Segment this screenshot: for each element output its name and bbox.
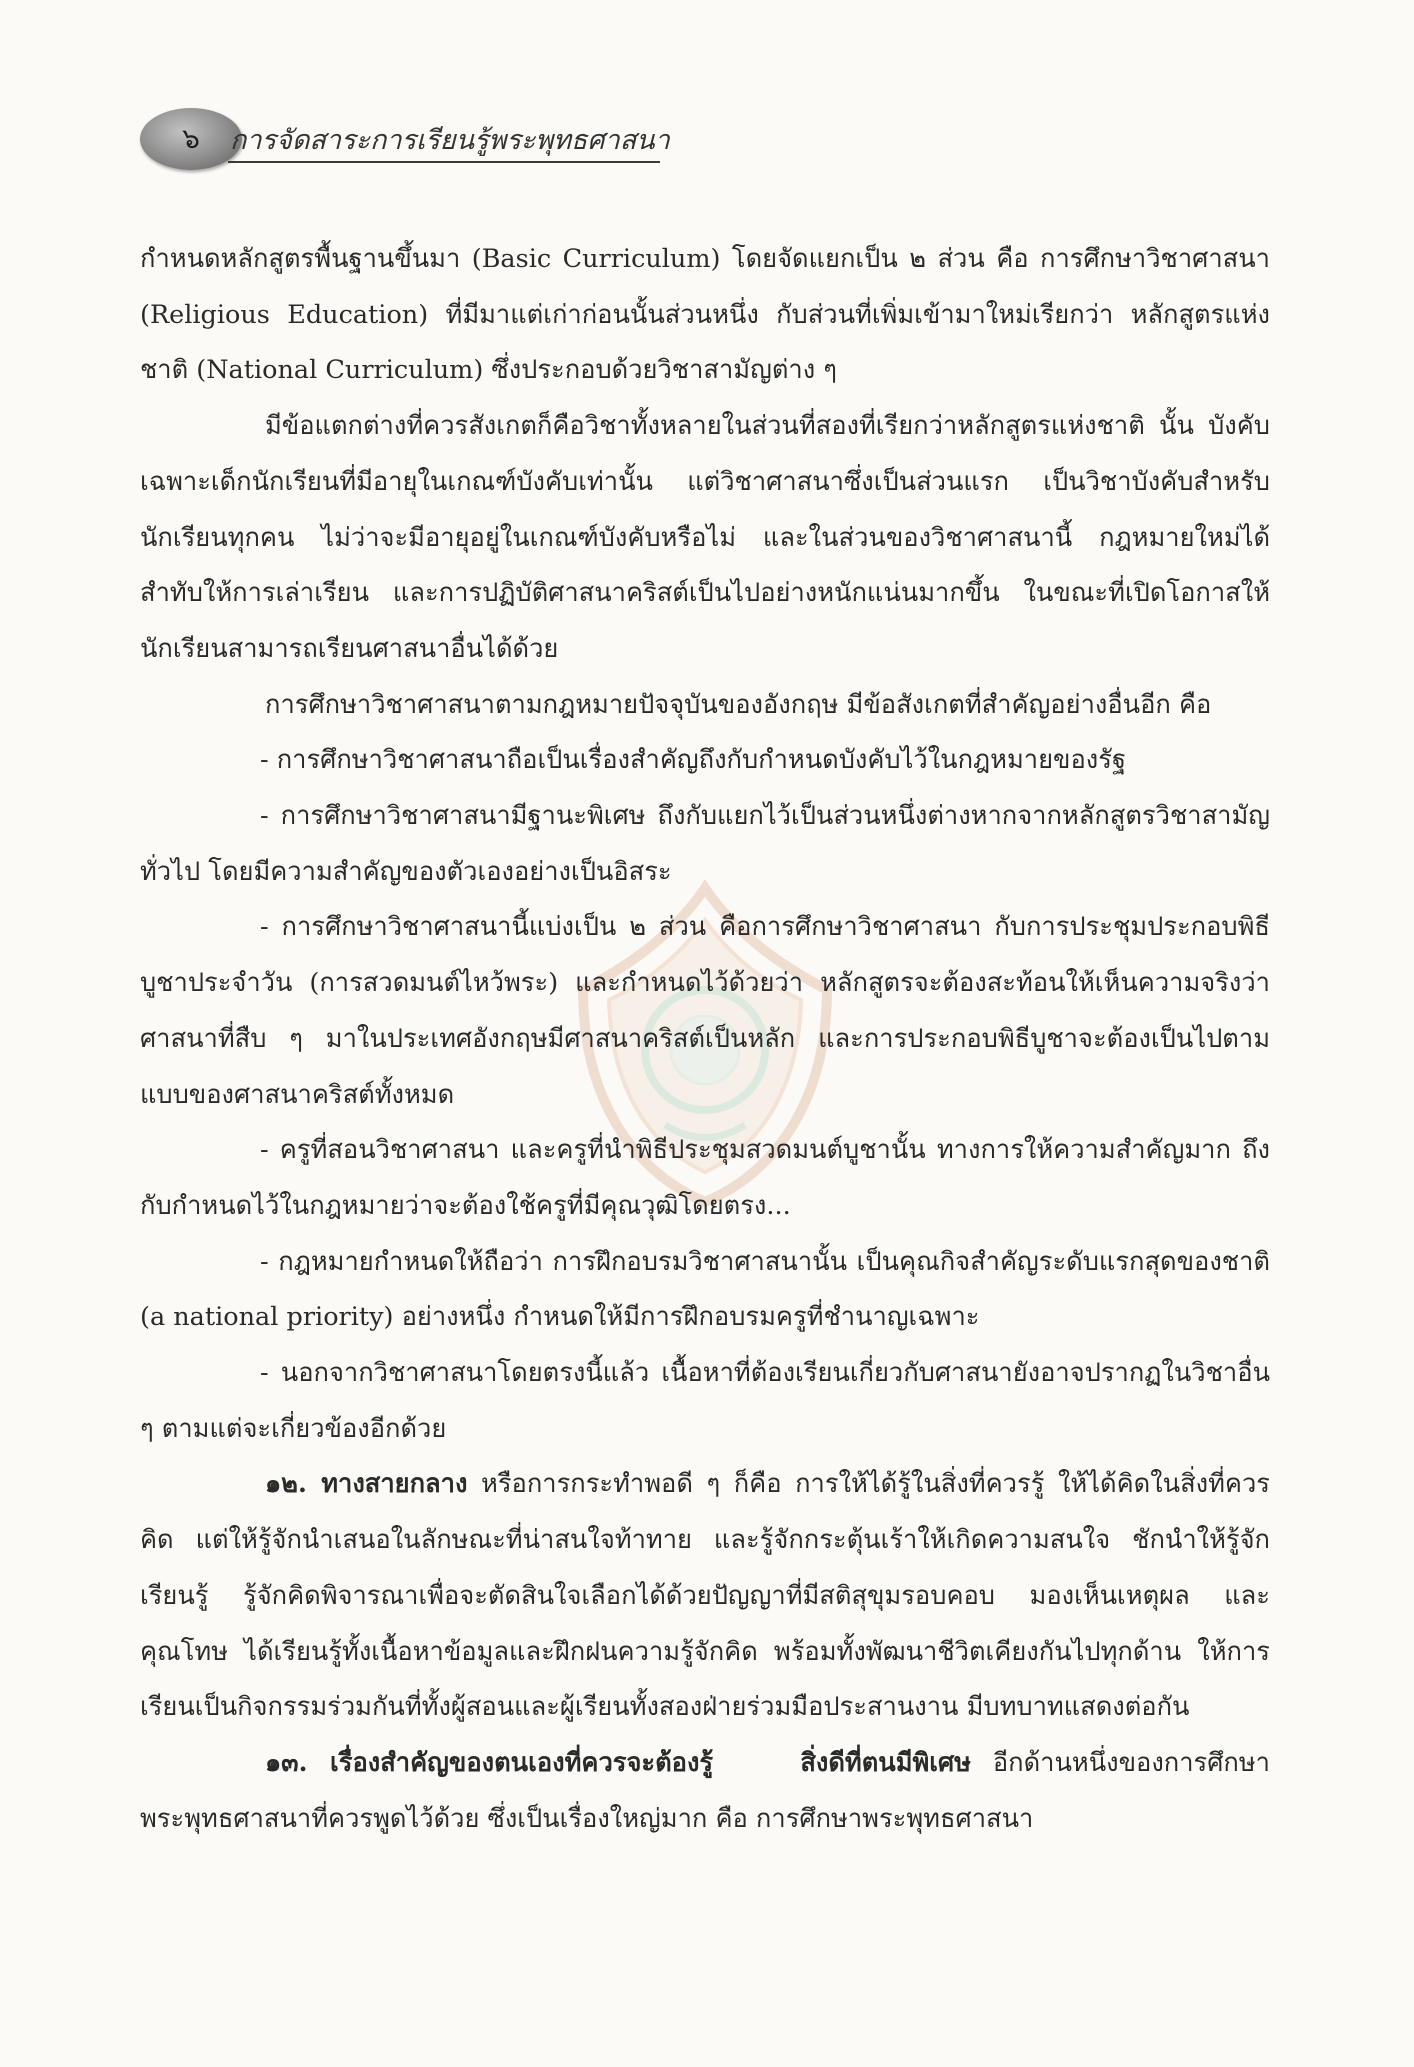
page-number: ๖ (182, 122, 200, 155)
section-12-text: หรือการกระทำพอดี ๆ ก็คือ การให้ได้รู้ในสิ่งที่ควรรู้ ให้ได้คิดในสิ่งที่ควรคิด แต่ให้รู้จักนำเสนอในลักษณะที่น่าสนใจท้าทาย และรู้จักกระตุ้นเร้าให้เกิดความสนใจ ชักนำให้รู้จักเรียนรู้ รู้จักคิดพิจารณาเพื่อจะตัดสินใจเลือกได้ด้วยปัญญาที่มีสติสุขุมรอบคอบ มองเห็นเหตุผล และคุณโทษ ได้เรียนรู้ทั้งเนื้อหาข้อมูลและฝึกฝนความรู้จักคิด พร้อมทั้งพัฒนาชีวิตเคียงกันไปทุกด้าน ให้การเรียนเป็นกิจกรรมร่วมกันที่ทั้งผู้สอนและผู้เรียนทั้งสองฝ่ายร่วมมือประสานงาน มีบทบาทแสดงต่อกัน (140, 1469, 1270, 1723)
section-13 (140, 1736, 1270, 1847)
bullet-item: - ครูที่สอนวิชาศาสนา และครูที่นำพิธีประชุมสวดมนต์บูชานั้น ทางการให้ความสำคัญมาก ถึงกับกำหนดไว้ในกฎหมายว่าจะต้องใช้ครูที่มีคุณวุฒิโดยตรง... (140, 1135, 1270, 1221)
paragraph: มีข้อแตกต่างที่ควรสังเกตก็คือวิชาทั้งหลายในส่วนที่สองที่เรียกว่าหลักสูตรแห่งชาติ นั้น บังคับเฉพาะเด็กนักเรียนที่มีอายุในเกณฑ์บังคับเท่านั้น แต่วิชาศาสนาซึ่งเป็นส่วนแรก เป็นวิชาบังคับสำหรับนักเรียนทุกคน ไม่ว่าจะมีอายุอยู่ในเกณฑ์บังคับหรือไม่ และในส่วนของวิชาศาสนานี้ กฎหมายใหม่ได้สำทับให้การเล่าเรียน และการปฏิบัติศาสนาคริสต์เป็นไปอย่างหนักแน่นมากขึ้น ในขณะที่เปิดโอกาสให้นักเรียนสามารถเรียนศาสนาอื่นได้ด้วย (140, 411, 1270, 664)
bullet-item: - การศึกษาวิชาศาสนามีฐานะพิเศษ ถึงกับแยกไว้เป็นส่วนหนึ่งต่างหากจากหลักสูตรวิชาสามัญทั่วไป โดยมีความสำคัญของตัวเองอย่างเป็นอิสระ (140, 801, 1270, 887)
running-title: การจัดสาระการเรียนรู้พระพุทธศาสนา (230, 125, 670, 156)
section-13-subheading: สิ่งดีที่ตนมีพิเศษ (800, 1747, 972, 1778)
section-12 (140, 1457, 1270, 1736)
paragraph: กำหนดหลักสูตรพื้นฐานขึ้นมา (Basic Curriculum) โดยจัดแยกเป็น ๒ ส่วน คือ การศึกษาวิชาศาสนา (Religious Education) ที่มีมาแต่เก่าก่อนนั้นส่วนหนึ่ง กับส่วนที่เพิ่มเข้ามาใหม่เรียกว่า หลักสูตรแห่งชาติ (National Curriculum) ซึ่งประกอบด้วยวิชาสามัญต่าง ๆ (140, 244, 1270, 386)
bullet-item: - กฎหมายกำหนดให้ถือว่า การฝึกอบรมวิชาศาสนานั้น เป็นคุณกิจสำคัญระดับแรกสุดของชาติ (a national priority) อย่างหนึ่ง กำหนดให้มีการฝึกอบรมครูที่ชำนาญเฉพาะ (140, 1246, 1270, 1333)
section-12-heading: ๑๒. ทางสายกลาง (265, 1469, 468, 1500)
section-13-text: อีกด้านหนึ่งของการศึกษาพระพุทธศาสนาที่ควรพูดไว้ด้วย ซึ่งเป็นเรื่องใหญ่มาก คือ การศึกษาพระพุทธศาสนา (140, 1747, 1270, 1834)
page-number-badge (140, 108, 242, 170)
bullet-item: - การศึกษาวิชาศาสนานี้แบ่งเป็น ๒ ส่วน คือการศึกษาวิชาศาสนา กับการประชุมประกอบพิธีบูชาประจำวัน (การสวดมนต์ไหว้พระ) และกำหนดไว้ด้วยว่า หลักสูตรจะต้องสะท้อนให้เห็นความจริงว่า ศาสนาที่สืบ ๆ มาในประเทศอังกฤษมีศาสนาคริสต์เป็นหลัก และการประกอบพิธีบูชาจะต้องเป็นไปตามแบบของศาสนาคริสต์ทั้งหมด (140, 912, 1270, 1110)
paragraph: การศึกษาวิชาศาสนาตามกฎหมายปัจจุบันของอังกฤษ มีข้อสังเกตที่สำคัญอย่างอื่นอีก คือ (265, 689, 1212, 720)
header-divider (228, 161, 660, 163)
section-13-heading: ๑๓. เรื่องสำคัญของตนเองที่ควรจะต้องรู้ (265, 1747, 714, 1778)
page-header (130, 100, 670, 176)
bullet-item: - นอกจากวิชาศาสนาโดยตรงนี้แล้ว เนื้อหาที่ต้องเรียนเกี่ยวกับศาสนายังอาจปรากฏในวิชาอื่น ๆ ตามแต่จะเกี่ยวข้องอีกด้วย (140, 1358, 1270, 1444)
bullet-item: - การศึกษาวิชาศาสนาถือเป็นเรื่องสำคัญถึงกับกำหนดบังคับไว้ในกฎหมายของรัฐ (260, 745, 1127, 776)
body-text (140, 232, 1270, 1847)
